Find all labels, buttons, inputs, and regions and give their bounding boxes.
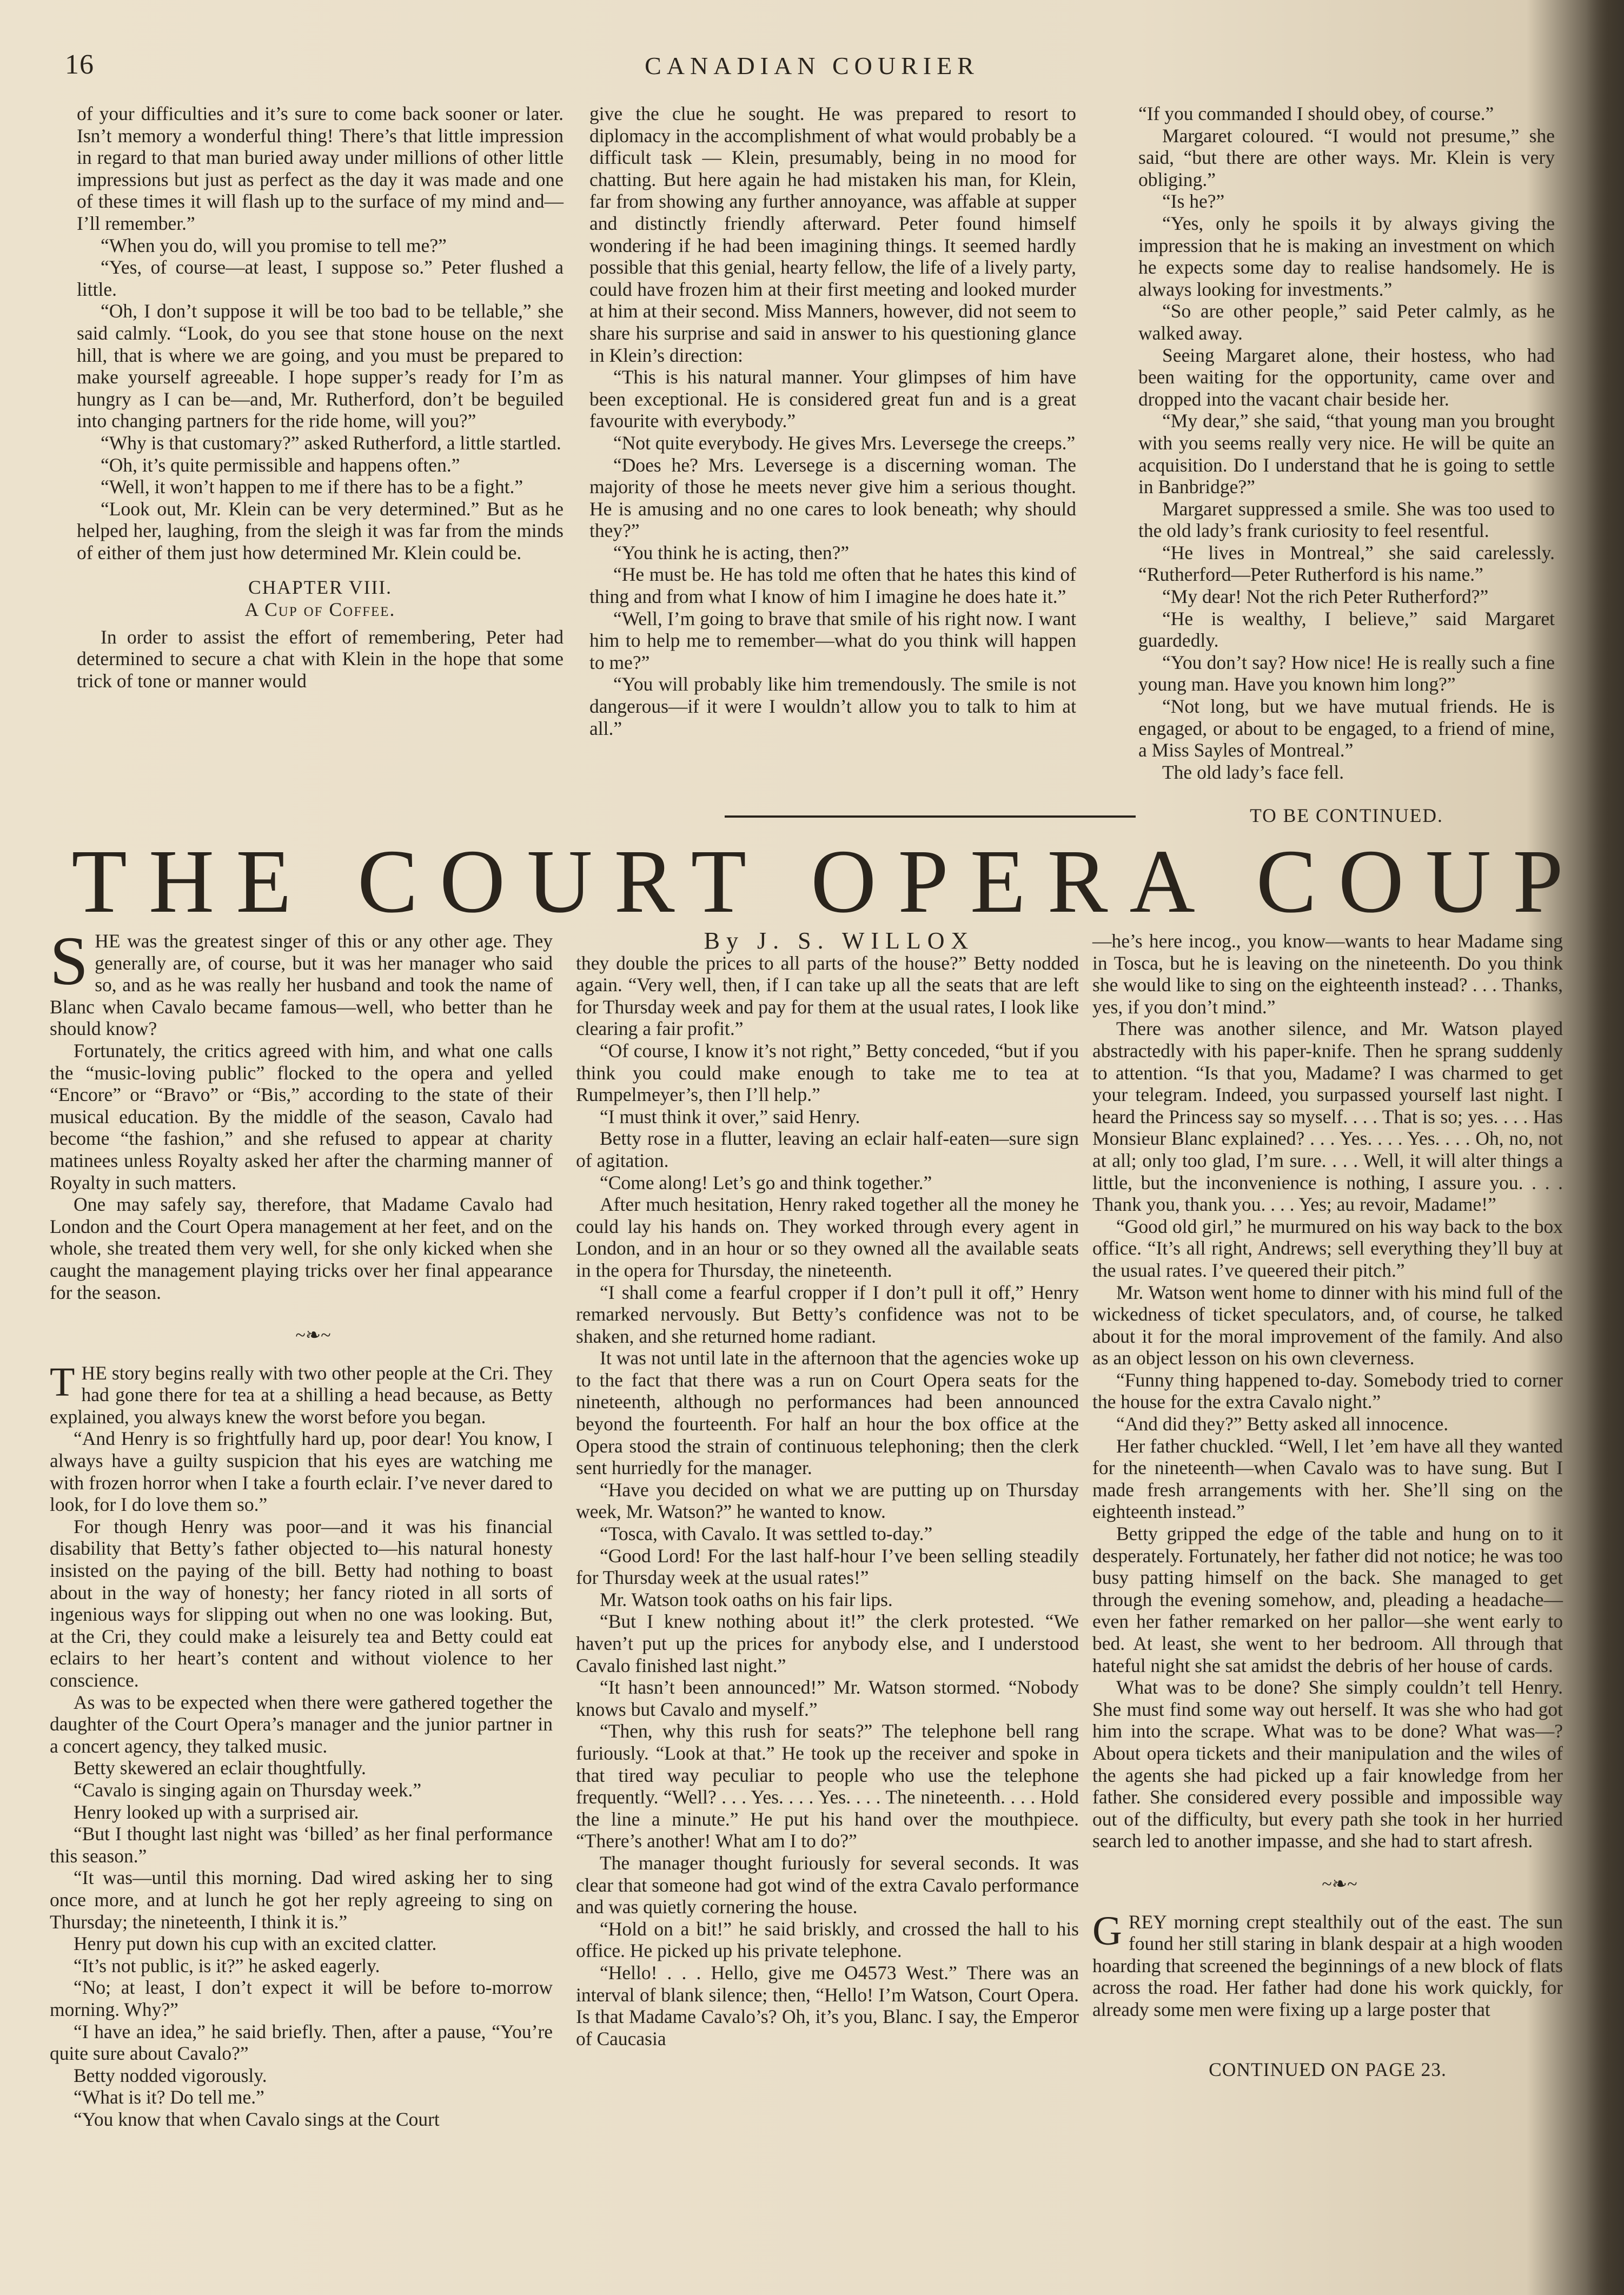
paragraph: “What is it? Do tell me.” [74,2086,264,2108]
paragraph: Fortunately, the critics agreed with him, and what one calls the “music-loving public” flocked to the opera and yelled “Encore” or “Bravo” or “Bis,” according to the state of their musical education. By the middle of the season, Cavalo had become “the fashion,” and she refused to appear at charity matinees unless Royalty asked her after the charming manner of Royalty in such matters. [50,1039,553,1193]
paragraph: “Cavalo is singing again on Thursday week.” [74,1779,422,1801]
paragraph: Mr. Watson went home to dinner with his mind full of the wickedness of ticket speculators, and, of course, he talked about it for the moral improvement of the family. And also as an object lesson on his own cleverness. [1092,1281,1563,1369]
paragraph: “I have an idea,” he said briefly. Then, after a pause, “You’re quite sure about Cavalo?” [50,2020,553,2065]
paragraph: Mr. Watson took oaths on his fair lips. [600,1588,893,1610]
paragraph: “Oh, I don’t suppose it will be too bad to be tellable,” she said calmly. “Look, do you see that stone house on the next hill, that is where we are going, and you must be prepared to make yourself agreeable. I hope supper’s ready for I’m as hungry as I can be—and, Mr. Rutherford, don’t be beguiled into changing partners for the ride home, will you?” [77,300,564,432]
paragraph: “He is wealthy, I believe,” said Margaret guardedly. [1138,607,1555,652]
title-rule [725,815,1136,818]
story-column-2 [576,927,1079,2049]
paragraph: “Of course, I know it’s not right,” Betty conceded, “but if you think you could make enough to take me to tea at Rumpelmeyer’s, then I’ll help.” [576,1039,1079,1106]
paragraph: Betty skewered an eclair thoughtfully. [74,1757,366,1779]
paragraph: “Have you decided on what we are putting up on Thursday week, Mr. Watson?” he wanted to know. [576,1478,1079,1523]
previous-story-column-3 [1138,103,1555,827]
paragraph: As was to be expected when there were gathered together the daughter of the Court Opera’s manager and the junior partner in a concert agency, they talked music. [50,1691,553,1757]
previous-story-column-1 [77,103,564,692]
paragraph: “And did they?” Betty asked all innocence. [1116,1413,1449,1435]
paragraph: Margaret suppressed a smile. She was too used to the old lady’s frank curiosity to feel resentful. [1138,498,1555,542]
drop-cap-s: S [50,923,89,999]
paragraph: Her father chuckled. “Well, I let ’em have all they wanted for the nineteenth—when Cavalo was to have sung. But I made fresh arrangements with her. She’ll sing on the eighteenth instead.” [1092,1435,1563,1523]
paragraph: After much hesitation, Henry raked together all the money he could lay his hands on. They worked through every agent in London, and in an hour or so they owned all the available seats in the opera for Thursday, the nineteenth. [576,1193,1079,1281]
paragraph: “Yes, only he spoils it by always giving the impression that he is making an investment on which he expects some day to realise handsomely. He is always looking for investments.” [1138,212,1555,300]
story-column-3 [1092,930,1563,2080]
section-ornament: ~❧~ [295,1325,331,1346]
paragraph: “Is he?” [1162,190,1225,213]
paragraph: “Funny thing happened to-day. Somebody tried to corner the house for the extra Cavalo night.” [1092,1369,1563,1413]
page-number: 16 [65,49,94,80]
final-section-paragraph: GREY morning crept stealthily out of the east. The sun found her still staring in blank despair at a high wooden hoarding that screened the beginnings of a new block of flats across the road. Her father had done his work quickly, for already some men were fixing up a large poster that [1092,1908,1563,2020]
chapter-heading: CHAPTER VIII. [248,576,392,599]
paragraph: “He lives in Montreal,” she said carelessly. “Rutherford—Peter Rutherford is his name.” [1138,541,1555,586]
drop-cap-g: G [1092,1908,1122,1954]
paragraph: Margaret coloured. “I would not presume,” she said, “but there are other ways. Mr. Klein is very obliging.” [1138,124,1555,190]
paragraph: “You think he is acting, then?” [613,541,850,563]
byline: By J. S. WILLOX [704,927,975,954]
to-be-continued: TO BE CONTINUED. [1250,805,1443,827]
paragraph: “Look out, Mr. Klein can be very determined.” But as he helped her, laughing, from the sleigh it was far from the minds of either of them just how determined Mr. Klein could be. [77,498,564,563]
paragraph: “And Henry is so frightfully hard up, poor dear! You know, I always have a guilty suspicion that his eyes are watching me with frozen horror when I take a fourth eclair. I’ve never dared to look, for I do love them so.” [50,1428,553,1516]
paragraph: “No; at least, I don’t expect it will be before to-morrow morning. Why?” [50,1976,553,2020]
paragraph: “Well, it won’t happen to me if there has to be a fight.” [101,476,523,498]
section-ornament-2: ~❧~ [1322,1874,1357,1894]
running-header: CANADIAN COURIER [645,52,979,79]
paragraph: “It hasn’t been announced!” Mr. Watson stormed. “Nobody knows but Cavalo and myself.” [576,1676,1079,1720]
story-column-1 [50,923,553,2130]
paragraph: “It’s not public, is it?” he asked eagerly. [74,1954,380,1976]
paragraph: “Tosca, with Cavalo. It was settled to-day.” [600,1523,933,1545]
paragraph: “You know that when Cavalo sings at the Court [74,2108,440,2130]
paragraph: “Good Lord! For the last half-hour I’ve been selling steadily for Thursday week at the usual rates!” [576,1544,1079,1589]
paragraph: Henry looked up with a surprised air. [74,1801,359,1823]
paragraph: In order to assist the effort of remembering, Peter had determined to secure a chat with Klein in the hope that some trick of tone or manner would [77,626,564,692]
paragraph: For though Henry was poor—and it was his financial disability that Betty’s father objected to—his natural honesty insisted on the paying of the bill. Betty had nothing to boast about in the way of honesty; her fancy rioted in all sorts of ingenious ways for slipping out when no one was looking. But, at the Cri, they could make a leisurely tea and Betty could eat eclairs to her heart’s content and without violence to her conscience. [50,1515,553,1691]
previous-story-column-2 [589,103,1076,739]
paragraph: “When you do, will you promise to tell me?” [101,234,447,256]
paragraph: “He must be. He has told me often that he hates this kind of thing and from what I know of him I imagine he does hate it.” [589,563,1076,608]
paragraph: “My dear! Not the rich Peter Rutherford?” [1162,586,1489,608]
paragraph: “You don’t say? How nice! He is really such a fine young man. Have you known him long?” [1138,651,1555,695]
story-title: THE COURT OPERA COUP [71,831,1585,932]
paragraph: “I shall come a fearful cropper if I don’t pull it off,” Henry remarked nervously. But Betty’s confidence was not to be shaken, and she returned home radiant. [576,1281,1079,1347]
continued-notice: CONTINUED ON PAGE 23. [1209,2058,1447,2080]
paragraph: Betty nodded vigorously. [74,2064,267,2086]
paragraph: “My dear,” she said, “that young man you brought with you seems really very nice. He will be quite an acquisition. Do I understand that he is going to settle in Banbridge?” [1138,410,1555,498]
paragraph: “Oh, it’s quite permissible and happens often.” [101,454,460,476]
paragraph: Betty rose in a flutter, leaving an eclair half-eaten—sure sign of agitation. [576,1127,1079,1171]
paragraph: —he’s here incog., you know—wants to hear Madame sing in Tosca, but he is leaving on the nineteenth. Do you think she would like to sing on the eighteenth instead? . . . Thanks, yes, if you don’t mind.” [1092,930,1563,1018]
paragraph: One may safely say, therefore, that Madame Cavalo had London and the Court Opera management at her feet, and on the whole, she treated them very well, for she only kicked when she caught the management playing tricks over her final appearance for the season. [50,1193,553,1303]
paragraph: “Does he? Mrs. Leversege is a discerning woman. The majority of those he meets never give him a serious thought. He is amusing and no one cares to look beneath; why should they?” [589,454,1076,542]
paragraph: “Then, why this rush for seats?” The telephone bell rang furiously. “Look at that.” He took up the receiver and spoke in that tired way peculiar to people who use the telephone frequently. “Well? . . . Yes. . . . Yes. . . . The nineteenth. . . . Hold the line a minute.” He put his hand over the mouthpiece. “There’s another! What am I to do?” [576,1720,1079,1852]
paragraph: “Come along! Let’s go and think together.” [600,1171,932,1193]
paragraph: “Good old girl,” he murmured on his way back to the box office. “It’s all right, Andrews; sell everything they’ll buy at the usual rates. I’ve queered their pitch.” [1092,1215,1563,1281]
paragraph: “Not long, but we have mutual friends. He is engaged, or about to be engaged, to a friend of mine, a Miss Sayles of Montreal.” [1138,695,1555,761]
paragraph: “Not quite everybody. He gives Mrs. Leversege the creeps.” [613,432,1076,454]
paragraph: It was not until late in the afternoon that the agencies woke up to the fact that there was a run on Court Opera seats for the nineteenth, although no performances had been announced beyond the fourteenth. For half an hour the box office at the Opera stood the strain of continuous telephoning; then the clerk sent hurriedly for the manager. [576,1347,1079,1479]
paragraph: “But I knew nothing about it!” the clerk protested. “We haven’t put up the prices for anybody else, and I understood Cavalo finished last night.” [576,1610,1079,1676]
paragraph: “This is his natural manner. Your glimpses of him have been exceptional. He is considered great fun and is a great favourite with everybody.” [589,366,1076,432]
paragraph: The old lady’s face fell. [1162,761,1344,783]
paragraph: Betty gripped the edge of the table and hung on to it desperately. Fortunately, her father did not notice; he was too busy patting himself on the back. She managed to get through the evening somehow, and, pleading a headache—even her father remarked on her pallor—she went early to bed. At least, she went to her bedroom. All through that hateful night she sat amidst the debris of her house of cards. [1092,1523,1563,1676]
paragraph: Seeing Margaret alone, their hostess, who had been waiting for the opportunity, came over and dropped into the vacant chair beside her. [1138,344,1555,410]
paragraph: “Hold on a bit!” he said briskly, and crossed the hall to his office. He picked up his private telephone. [576,1918,1079,1962]
paragraph: “Well, I’m going to brave that smile of his right now. I want him to help me to remember—what do you think will happen to me?” [589,607,1076,673]
paragraph: “Yes, of course—at least, I suppose so.” Peter flushed a little. [77,256,564,300]
paragraph: give the clue he sought. He was prepared to resort to diplomacy in the accomplishment of what would probably be a difficult task — Klein, presumably, being in no mood for chatting. But here again he had mistaken his man, for Klein, far from showing any further annoyance, was affable at supper and distinctly friendly afterward. Peter found himself wondering if he had been imagining things. It seemed hardly possible that this genial, hearty fellow, the life of a lively party, could have frozen him at their first meeting and looked murder at him at their second. Miss Manners, however, did not seem to share his surprise and said in answer to his questioning glance in Klein’s direction: [589,103,1076,366]
drop-cap-t: T [50,1359,75,1405]
paragraph: Henry put down his cup with an excited clatter. [74,1933,437,1955]
page-binding-shadow [1586,0,1624,2295]
paragraph: they double the prices to all parts of the house?” Betty nodded again. “Very well, then, if I can take up all the seats that are left for Thursday week and pay for them at the usual rates, I look like clearing a fair profit.” [576,952,1079,1040]
paragraph: of your difficulties and it’s sure to come back sooner or later. Isn’t memory a wonderful thing! There’s that little impression in regard to that man buried away under millions of other little impressions but just as perfect as the day it was made and one of these times it will flash up to the surface of my mind and—I’ll remember.” [77,103,564,234]
paragraph: “Why is that customary?” asked Rutherford, a little startled. [101,432,561,454]
paragraph: “So are other people,” said Peter calmly, as he walked away. [1138,300,1555,344]
second-section-paragraph: THE story begins really with two other people at the Cri. They had gone there for tea at a shilling a head because, as Betty explained, you always knew the worst before you began. [50,1359,553,1428]
paragraph: There was another silence, and Mr. Watson played abstractedly with his paper-knife. Then he sprang suddenly to attention. “Is that you, Madame? I was charmed to get your telegram. Indeed, you surpassed yourself last night. I heard the Princess say so myself. . . . That is so; yes. . . . Has Monsieur Blanc explained? . . . Yes. . . . Yes. . . . Oh, no, not at all; only too glad, I’m sure. . . . Well, it will alter things a little, but the inconvenience is nothing, I assure you. . . . Thank you, thank you. . . . Yes; au revoir, Madame!” [1092,1018,1563,1216]
paragraph: “You will probably like him tremendously. The smile is not dangerous—if it were I wouldn’t allow you to talk to him at all.” [589,673,1076,739]
chapter-subtitle: A Cup of Coffee. [244,599,396,621]
paragraph: “I must think it over,” said Henry. [600,1105,860,1127]
paragraph: “But I thought last night was ‘billed’ as her final performance this season.” [50,1823,553,1867]
paragraph: The manager thought furiously for several seconds. It was clear that someone had got wind of the extra Cavalo performance and was quietly cornering the house. [576,1852,1079,1918]
opening-paragraph: SHE was the greatest singer of this or any other age. They generally are, of course, but it was her manager who said so, and as he was really her husband and took the name of Blanc when Cavalo became famous—well, who better than he should know? [50,923,553,1040]
paragraph: “It was—until this morning. Dad wired asking her to sing once more, and at lunch he got her reply agreeing to sing on Thursday; the nineteenth, I think it is.” [50,1867,553,1933]
paragraph: “If you commanded I should obey, of course.” [1138,103,1494,124]
paragraph: What was to be done? She simply couldn’t tell Henry. She must find some way out herself. It was she who had got him into the scrape. What was to be done? What was—? About opera tickets and their manipulation and the wiles of the agents she had picked up a fair knowledge from her father. She considered every possible and impossible way out of the difficulty, but every path she took in her hurried search led to another impasse, and she had to start afresh. [1092,1676,1563,1852]
paragraph: “Hello! . . . Hello, give me O4573 West.” There was an interval of blank silence; then, “Hello! I’m Watson, Court Opera. Is that Madame Cavalo’s? Oh, it’s you, Blanc. I say, the Emperor of Caucasia [576,1961,1079,2049]
